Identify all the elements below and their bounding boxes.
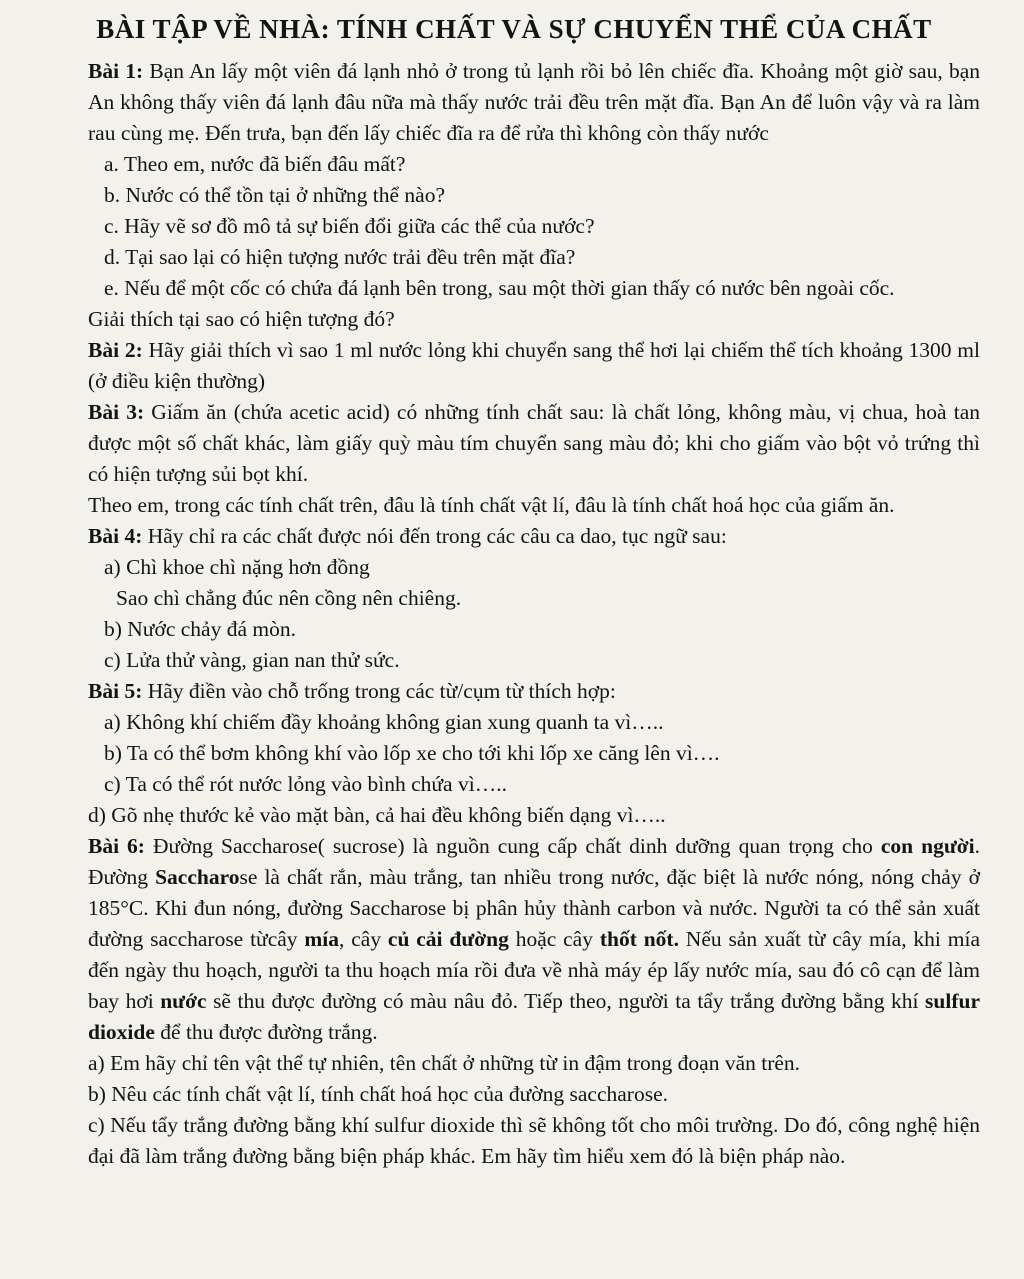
exercise-4-item-a: a) Chì khoe chì nặng hơn đồng	[104, 555, 370, 579]
exercise-2-text: Hãy giải thích vì sao 1 ml nước lỏng khi chuyển sang thể hơi lại chiếm thể tích khoảng 1300 ml (ở điều kiện thường)	[88, 338, 980, 393]
exercise-1-question-d: d. Tại sao lại có hiện tượng nước trải đều trên mặt đĩa?	[104, 245, 576, 269]
exercise-1-question-e: e. Nếu để một cốc có chứa đá lạnh bên trong, sau một thời gian thấy có nước bên ngoài cốc.	[104, 276, 895, 300]
exercise-6-text-4: , cây	[339, 927, 388, 951]
exercise-6-bold-2: Saccharo	[155, 865, 240, 889]
exercise-1-label: Bài 1:	[88, 59, 144, 83]
exercise-4	[88, 521, 980, 552]
exercise-3-text: Giấm ăn (chứa acetic acid) có những tính chất sau: là chất lỏng, không màu, vị chua, hoà tan được một số chất khác, làm giấy quỳ màu tím chuyển sang màu đỏ; khi cho giấm vào bột vỏ trứng thì có hiện tượng sủi bọt khí.	[88, 400, 980, 486]
exercise-5-item-b: b) Ta có thể bơm không khí vào lốp xe cho tới khi lốp xe căng lên vì….	[104, 741, 720, 765]
exercise-6-question-b: b) Nêu các tính chất vật lí, tính chất hoá học của đường saccharose.	[88, 1082, 669, 1106]
exercise-1-question-b: b. Nước có thể tồn tại ở những thể nào?	[104, 183, 445, 207]
exercise-4-item-a-cont: Sao chì chẳng đúc nên cồng nên chiêng.	[116, 586, 462, 610]
exercise-5	[88, 676, 980, 707]
exercise-3-label: Bài 3:	[88, 400, 145, 424]
exercise-6-text-3: se là chất rắn, màu trắng, tan nhiều trong nước, đặc biệt là nước nóng, nóng chảy ở 185°C. Khi đun nóng, đường Saccharose bị phân hủy thành carbon và nước. Người ta có thể sản xuất đường saccharose từcây	[88, 865, 980, 951]
exercise-6-text-6: Nếu sản xuất từ cây mía, khi mía đến ngày thu hoạch, người ta thu hoạch mía rồi đưa về nhà máy ép lấy nước mía, sau đó cô cạn để làm bay hơi	[88, 927, 980, 1013]
exercise-5-label: Bài 5:	[88, 679, 143, 703]
exercise-6-bold-1: con người	[880, 834, 975, 858]
exercise-3	[88, 397, 980, 490]
exercise-1-question-a: a. Theo em, nước đã biến đâu mất?	[104, 152, 406, 176]
exercise-6-text-5: hoặc cây	[508, 927, 600, 951]
exercise-6-text-2: . Đường	[88, 834, 980, 889]
exercise-6-text-7: sẽ thu được đường có màu nâu đỏ. Tiếp theo, người ta tẩy trắng đường bằng khí	[206, 989, 926, 1013]
exercise-2	[88, 335, 980, 397]
exercise-3-question: Theo em, trong các tính chất trên, đâu là tính chất vật lí, đâu là tính chất hoá học của giấm ăn.	[88, 493, 895, 517]
exercise-6-bold-6: nước	[160, 989, 207, 1013]
exercise-6-question-c: c) Nếu tẩy trắng đường bằng khí sulfur dioxide thì sẽ không tốt cho môi trường. Do đó, công nghệ hiện đại đã làm trắng đường bằng biện pháp khác. Em hãy tìm hiểu xem đó là biện pháp nào.	[88, 1113, 980, 1168]
exercise-6-bold-5: thốt nốt.	[599, 927, 679, 951]
exercise-5-item-d: d) Gõ nhẹ thước kẻ vào mặt bàn, cả hai đều không biến dạng vì…..	[88, 803, 666, 827]
exercise-6-bold-3: mía	[304, 927, 340, 951]
exercise-1-question-e-cont: Giải thích tại sao có hiện tượng đó?	[88, 307, 395, 331]
exercise-1-text: Bạn An lấy một viên đá lạnh nhỏ ở trong tủ lạnh rồi bỏ lên chiếc đĩa. Khoảng một giờ sau, bạn An không thấy viên đá lạnh đâu nữa mà thấy nước trải đều trên mặt đĩa. Bạn An để luôn vậy và ra làm rau cùng mẹ. Đến trưa, bạn đến lấy chiếc đĩa ra để rửa thì không còn thấy nước	[88, 59, 980, 145]
page-title: BÀI TẬP VỀ NHÀ: TÍNH CHẤT VÀ SỰ CHUYỂN THỂ CỦA CHẤT	[96, 14, 932, 44]
exercise-6-bold-4: củ cải đường	[387, 927, 509, 951]
exercise-4-item-c: c) Lửa thử vàng, gian nan thử sức.	[104, 648, 400, 672]
exercise-6-label: Bài 6:	[88, 834, 145, 858]
exercise-5-item-c: c) Ta có thể rót nước lỏng vào bình chứa vì…..	[104, 772, 507, 796]
exercise-6	[88, 831, 980, 1048]
exercise-4-text: Hãy chỉ ra các chất được nói đến trong các câu ca dao, tục ngữ sau:	[142, 524, 727, 548]
exercise-6-bold-7: sulfur dioxide	[88, 989, 980, 1044]
exercise-1	[88, 56, 980, 149]
exercise-5-text: Hãy điền vào chỗ trống trong các từ/cụm từ thích hợp:	[142, 679, 616, 703]
exercise-6-text-8: để thu được đường trắng.	[154, 1020, 378, 1044]
exercise-4-item-b: b) Nước chảy đá mòn.	[104, 617, 296, 641]
exercise-4-label: Bài 4:	[88, 524, 143, 548]
exercise-6-text-1: Đường Saccharose( sucrose) là nguồn cung cấp chất dinh dưỡng quan trọng cho	[144, 834, 881, 858]
exercise-6-question-a: a) Em hãy chỉ tên vật thể tự nhiên, tên chất ở những từ in đậm trong đoạn văn trên.	[88, 1051, 801, 1075]
exercise-2-label: Bài 2:	[88, 338, 143, 362]
exercise-5-item-a: a) Không khí chiếm đầy khoảng không gian xung quanh ta vì…..	[104, 710, 664, 734]
exercise-1-question-c: c. Hãy vẽ sơ đồ mô tả sự biến đổi giữa các thể của nước?	[104, 214, 595, 238]
